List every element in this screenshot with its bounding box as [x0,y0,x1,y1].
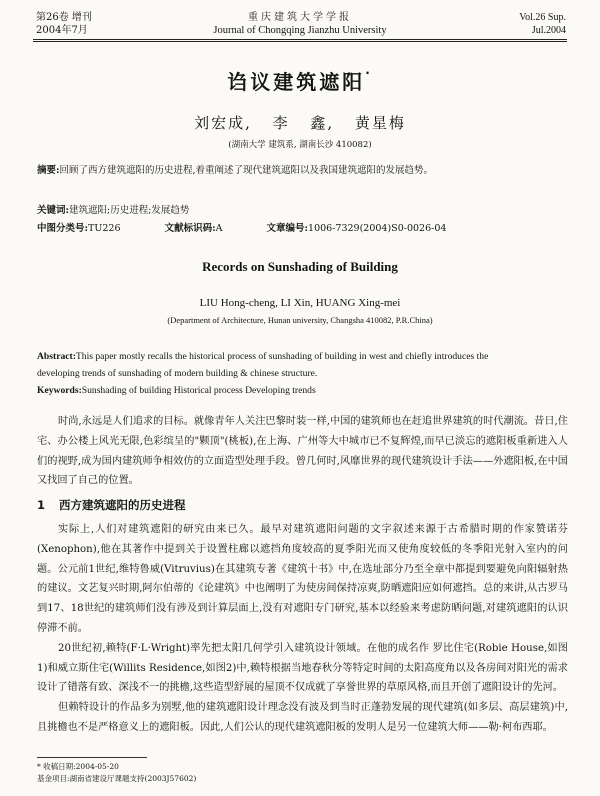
classification-line [37,220,567,238]
affiliation-cn: (湖南大学 建筑系, 湖南长沙 410082) [228,140,372,150]
doc-code-value: A [215,223,223,234]
journal-date: 2004年7月 [36,25,88,36]
section-1-title: 西方建筑遮阳的历史进程 [59,498,186,512]
journal-name-cn: 重庆建筑大学学报 [248,12,352,23]
paper-title-en: Records on Sunshading of Building [202,259,398,274]
article-no-label: 文章编号: [266,223,309,234]
clc-label: 中图分类号: [37,223,89,234]
section-1-number: 1 [37,498,46,512]
section-1-body [37,520,568,738]
journal-volume: 第26卷 增刊 [36,12,92,23]
journal-name-en: Journal of Chongqing Jianzhu University [213,25,387,36]
header-rule-bottom [33,41,567,42]
keywords-cn [37,202,189,220]
keywords-en [37,382,567,399]
keywords-cn-label: 关键词: [37,205,70,216]
footnote-received: * 收稿日期:2004-05-20 [37,762,119,771]
authors-en: LIU Hong-cheng, LI Xin, HUANG Xing-mei [199,297,401,309]
clc-value: TU226 [88,223,121,234]
section-1-paragraph: 20世纪初,赖特(F·L·Wright)率先把太阳几何学引入建筑设计领域。在他的成名作 罗比住宅(Robie House,如图1)和威立斯住宅(Willits Residence,如图2)中,赖特根据当地春秋分等特定时间的太阳高度角以及各房间对阳光的需求设计了错落有致、深浅不一的挑檐,这些造型舒展的屋顶不仅成就了享誉世界的草原风格,而且开创了遮阳设计的先河。 [37,642,568,694]
abstract-en [37,348,567,399]
keywords-cn-text: 建筑遮阳;历史进程;发展趋势 [69,205,190,216]
abstract-cn [37,162,567,180]
keywords-en-text: Sunshading of building Historical process Developing trends [81,385,316,396]
doc-code-label: 文献标识码: [164,223,216,234]
title-footnote-mark: · [365,66,373,80]
affiliation-en: (Department of Architecture, Hunan university, Changsha 410082, P.R.China) [167,315,433,325]
abstract-en-label: Abstract: [37,351,76,362]
journal-date-en: Jul.2004 [531,25,566,36]
intro-paragraph: 时尚,永远是人们追求的目标。就像青年人关注巴黎时装一样,中国的建筑师也在赶追世界建筑的时代潮流。昔日,住宅、办公楼上风光无限,色彩缤呈的"颗顶"(桃板),在上海、广州等大中城市已不复辉煌,而早已淡忘的遮阳板重新进入人们的视野,成为国内建筑师争相效仿的立面造型处理手段。曾几何时,风靡世界的现代建筑设计手法——外遮阳板,在中国又找回了自己的位置。 [37,416,568,487]
footnote-rule [37,757,147,758]
paper-title-cn: 诌议建筑遮阳· [227,66,373,94]
abstract-en-line2: developing trends of sunshading of modern building & chinese structure. [37,368,318,379]
abstract-en-line1: Abstract:This paper mostly recalls the historical process of sunshading of building in west and chiefly introduces the [37,351,489,362]
header-rule-top [33,39,567,40]
journal-volume-en: Vol.26 Sup. [519,12,566,23]
abstract-cn-label: 摘要: [37,165,60,176]
section-1-paragraph: 但赖特设计的作品多为别墅,他的建筑遮阳设计理念没有波及到当时正蓬勃发展的现代建筑(如多层、高层建筑)中,且挑檐也不是严格意义上的遮阳板。因此,人们公认的现代建筑遮阳板的发明人是另一位建筑大师——勒·柯布西耶。 [37,702,568,733]
section-1-heading [37,497,186,513]
footnote-funding: 基金项目:湖南省建设厅课题支持(2003J57602) [37,774,197,783]
article-no-value: 1006-7329(2004)S0-0026-04 [308,223,447,234]
section-1-paragraph: 实际上,人们对建筑遮阳的研究由来已久。最早对建筑遮阳问题的文字叙述来源于古希腊时期的作家赞诺芬(Xenophon),他在其著作中提到关于设置柱廊以遮挡角度较高的夏季阳光而又使角度较低的冬季阳光射入室内的问题。公元前1世纪,维特鲁威(Vitruvius)在其建筑专著《建筑十书》中,在选址部分乃至全章中都提到要避免向阳辐射热的建议。文艺复兴时期,阿尔伯蒂的《论建筑》中也阐明了为使房间保持凉爽,防晒遮阳应如何遮挡。总的来讲,从古罗马到17、18世纪的建筑师们没有涉及到计算层面上,没有对遮阳专门研究,基本以经验来考虑防晒问题,对建筑遮阳的认识停滞不前。 [37,524,568,634]
keywords-en-label: Keywords: [37,385,82,396]
abstract-cn-text: 回顾了西方建筑遮阳的历史进程,着重阐述了现代建筑遮阳以及我国建筑遮阳的发展趋势。 [59,165,434,176]
authors-cn: 刘宏成, 李 鑫, 黄星梅 [194,114,406,132]
